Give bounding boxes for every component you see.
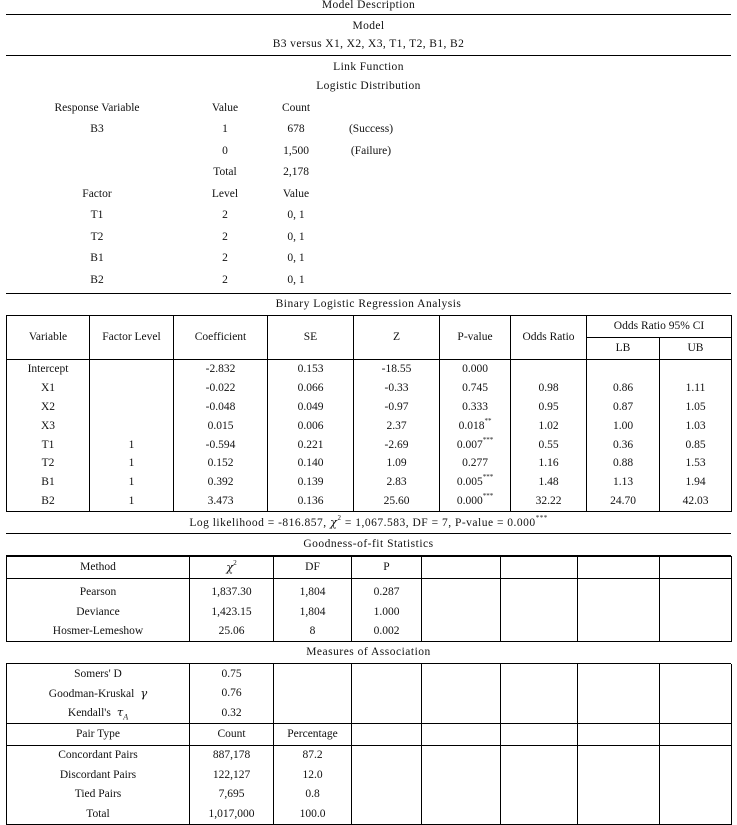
table-row xyxy=(7,602,732,622)
factor-cell: T2 xyxy=(90,230,104,243)
empty-cell xyxy=(501,556,578,578)
pair-cell: 7,695 xyxy=(190,785,274,805)
p-value: 0.005 xyxy=(456,476,483,489)
cell-or: 32.22 xyxy=(511,492,587,511)
factor-row xyxy=(6,226,731,248)
cell-se: 0.221 xyxy=(268,435,354,454)
pair-cell: 887,178 xyxy=(190,745,274,765)
empty-cell xyxy=(422,703,501,723)
table-row xyxy=(7,804,732,824)
cell-p xyxy=(440,378,511,397)
empty-cell xyxy=(578,804,660,824)
cell-se: 0.140 xyxy=(268,454,354,473)
link-function-value: Logistic Distribution xyxy=(316,80,421,92)
cell-var: B2 xyxy=(7,492,90,511)
table-row xyxy=(7,492,732,511)
empty-cell xyxy=(578,622,660,642)
link-function-block xyxy=(6,56,731,294)
cell-var: Intercept xyxy=(7,359,90,378)
measure-label: Somers' D xyxy=(74,667,122,680)
cell-z: -18.55 xyxy=(354,359,440,378)
gof-cell: 1,804 xyxy=(274,578,352,602)
response-row xyxy=(6,119,731,141)
empty-cell xyxy=(501,785,578,805)
measure-value: 0.75 xyxy=(190,664,274,684)
empty-cell xyxy=(422,723,501,745)
cell-lb: 0.87 xyxy=(587,397,660,416)
p-value: 0.007 xyxy=(456,438,483,451)
empty-cell xyxy=(422,804,501,824)
regression-title: Binary Logistic Regression Analysis xyxy=(275,297,462,310)
header-lb: LB xyxy=(587,337,660,359)
chi-symbol: χ xyxy=(330,514,338,529)
model-formula: B3 versus X1, X2, X3, T1, T2, B1, B2 xyxy=(272,38,465,50)
cell-lb: 24.70 xyxy=(587,492,660,511)
goodness-of-fit-title: Goodness-of-fit Statistics xyxy=(6,534,731,556)
empty-cell xyxy=(578,664,660,684)
empty-cell xyxy=(422,664,501,684)
cell-ub xyxy=(660,359,732,378)
cell-lvl: 1 xyxy=(90,492,174,511)
cell-or: 1.16 xyxy=(511,454,587,473)
empty-cell xyxy=(274,664,352,684)
cell-z: 2.83 xyxy=(354,473,440,492)
table-row xyxy=(7,785,732,805)
measure-label: Kendall's xyxy=(67,706,111,719)
loglik-suffix: = 1,067.583, DF = 7, P-value = 0.000 xyxy=(344,516,536,529)
empty-cell xyxy=(501,804,578,824)
gof-cell: Pearson xyxy=(7,578,190,602)
cell-or xyxy=(511,359,587,378)
empty-cell xyxy=(501,578,578,602)
p-value: 0.000 xyxy=(462,362,488,375)
p-value: 0.745 xyxy=(462,381,488,394)
cell-se: 0.139 xyxy=(268,473,354,492)
empty-cell xyxy=(422,602,501,622)
factor-cell: 2 xyxy=(222,273,228,286)
empty-cell xyxy=(422,622,501,642)
cell-coef: -0.594 xyxy=(174,435,268,454)
gof-header-df: DF xyxy=(274,556,352,578)
empty-cell xyxy=(422,556,501,578)
gof-cell: 0.287 xyxy=(352,578,422,602)
header-se: SE xyxy=(268,315,354,359)
gof-cell: 1,423.15 xyxy=(190,602,274,622)
pair-cell: 0.8 xyxy=(274,785,352,805)
empty-cell xyxy=(578,723,660,745)
factor-row xyxy=(6,248,731,270)
table-row xyxy=(7,454,732,473)
cell-se: 0.049 xyxy=(268,397,354,416)
measure-value: 0.76 xyxy=(190,684,274,704)
gof-cell: 0.002 xyxy=(352,622,422,642)
header-ub: UB xyxy=(660,337,732,359)
empty-cell xyxy=(352,785,422,805)
empty-cell xyxy=(578,684,660,704)
table-row xyxy=(7,397,732,416)
header-p-value: P-value xyxy=(440,315,511,359)
significance-stars: ** xyxy=(484,416,492,425)
cell-lb: 1.00 xyxy=(587,416,660,435)
empty-cell xyxy=(660,578,732,602)
cell-coef: 0.392 xyxy=(174,473,268,492)
factor-header-row xyxy=(6,183,731,205)
greek-symbol: τ xyxy=(116,704,124,719)
empty-cell xyxy=(352,703,422,723)
cell-lb: 0.86 xyxy=(587,378,660,397)
cell-var: X3 xyxy=(7,416,90,435)
empty-cell xyxy=(660,602,732,622)
gof-cell: 25.06 xyxy=(190,622,274,642)
cell-or: 0.95 xyxy=(511,397,587,416)
empty-cell xyxy=(352,684,422,704)
pair-header-percentage: Percentage xyxy=(274,723,352,745)
cell-se: 0.066 xyxy=(268,378,354,397)
header-z: Z xyxy=(354,315,440,359)
empty-cell xyxy=(501,684,578,704)
empty-cell xyxy=(352,804,422,824)
cell-lvl xyxy=(90,359,174,378)
cell-coef: 0.152 xyxy=(174,454,268,473)
factor-cell: 0, 1 xyxy=(287,230,305,243)
cell-lvl: 1 xyxy=(90,435,174,454)
response-header-cell: Count xyxy=(281,101,311,114)
gof-cell: 1,837.30 xyxy=(190,578,274,602)
measure-label-cell xyxy=(7,684,190,704)
greek-subscript: A xyxy=(123,712,129,722)
factor-cell: 2 xyxy=(222,209,228,222)
factor-row xyxy=(6,205,731,227)
empty-cell xyxy=(660,664,732,684)
response-header-cell: Value xyxy=(211,101,239,114)
pair-cell: 1,017,000 xyxy=(190,804,274,824)
response-cell: (Failure) xyxy=(350,144,392,157)
empty-cell xyxy=(352,664,422,684)
cell-lb: 1.13 xyxy=(587,473,660,492)
factor-cell: 0, 1 xyxy=(287,273,305,286)
response-variable-grid xyxy=(6,97,731,183)
p-value: 0.277 xyxy=(462,457,488,470)
cell-p xyxy=(440,397,511,416)
cell-var: X1 xyxy=(7,378,90,397)
goodness-of-fit-table xyxy=(6,556,732,643)
cell-ub: 42.03 xyxy=(660,492,732,511)
gof-cell: Hosmer-Lemeshow xyxy=(7,622,190,642)
cell-p xyxy=(440,435,511,454)
table-row xyxy=(7,684,732,704)
cell-p xyxy=(440,359,511,378)
cell-ub: 0.85 xyxy=(660,435,732,454)
response-header-row xyxy=(6,97,731,119)
response-cell: Total xyxy=(213,166,237,179)
header-factor-level: Factor Level xyxy=(90,315,174,359)
cell-lvl xyxy=(90,416,174,435)
empty-cell xyxy=(274,703,352,723)
cell-ub: 1.05 xyxy=(660,397,732,416)
significance-stars: *** xyxy=(482,492,494,501)
statistics-report xyxy=(6,0,731,825)
measure-label: Goodman-Kruskal xyxy=(48,688,135,701)
response-cell: 0 xyxy=(222,144,228,157)
pair-cell: Concordant Pairs xyxy=(7,745,190,765)
table-row xyxy=(7,703,732,723)
cell-or: 1.48 xyxy=(511,473,587,492)
empty-cell xyxy=(660,622,732,642)
chi-power: 2 xyxy=(337,513,342,522)
factor-cell: 0, 1 xyxy=(287,209,305,222)
measure-label-cell xyxy=(7,664,190,684)
empty-cell xyxy=(422,765,501,785)
empty-cell xyxy=(660,703,732,723)
response-row xyxy=(6,162,731,184)
cell-lvl: 1 xyxy=(90,454,174,473)
regression-table xyxy=(6,315,732,512)
model-label: Model xyxy=(352,20,385,32)
cell-or: 0.98 xyxy=(511,378,587,397)
empty-cell xyxy=(501,602,578,622)
p-value: 0.000 xyxy=(456,495,483,508)
cell-coef: 0.015 xyxy=(174,416,268,435)
cell-lvl xyxy=(90,397,174,416)
empty-cell xyxy=(352,745,422,765)
empty-cell xyxy=(578,578,660,602)
response-cell: 678 xyxy=(287,123,305,136)
chi-symbol: χ xyxy=(226,560,234,575)
cell-se: 0.153 xyxy=(268,359,354,378)
empty-cell xyxy=(422,684,501,704)
pairs-body xyxy=(7,745,732,824)
factor-grid xyxy=(6,183,731,293)
table-row xyxy=(7,664,732,684)
factor-header-cell: Factor xyxy=(82,187,112,200)
empty-cell xyxy=(578,602,660,622)
cell-p xyxy=(440,492,511,511)
empty-cell xyxy=(501,745,578,765)
factor-cell: T1 xyxy=(90,209,104,222)
cell-se: 0.136 xyxy=(268,492,354,511)
empty-cell xyxy=(660,745,732,765)
table-row xyxy=(7,473,732,492)
significance-stars: *** xyxy=(482,435,494,444)
response-cell: 1,500 xyxy=(283,144,309,157)
significance-stars: *** xyxy=(482,473,494,482)
response-cell: 2,178 xyxy=(283,166,309,179)
pair-header-type: Pair Type xyxy=(7,723,190,745)
empty-cell xyxy=(352,765,422,785)
cell-z: -2.69 xyxy=(354,435,440,454)
response-cell: B3 xyxy=(90,123,104,136)
model-block xyxy=(6,15,731,56)
response-row xyxy=(6,140,731,162)
table-row xyxy=(7,416,732,435)
cell-lvl: 1 xyxy=(90,473,174,492)
empty-cell xyxy=(578,556,660,578)
gof-cell: 1.000 xyxy=(352,602,422,622)
cell-or: 0.55 xyxy=(511,435,587,454)
cell-ub: 1.53 xyxy=(660,454,732,473)
table-row xyxy=(7,378,732,397)
gof-cell: Deviance xyxy=(7,602,190,622)
cell-coef: -0.048 xyxy=(174,397,268,416)
factor-cell: 2 xyxy=(222,230,228,243)
pair-cell: Tied Pairs xyxy=(7,785,190,805)
association-measures-body xyxy=(7,664,732,723)
cell-z: -0.97 xyxy=(354,397,440,416)
cell-var: T1 xyxy=(7,435,90,454)
cell-lvl xyxy=(90,378,174,397)
empty-cell xyxy=(422,745,501,765)
empty-cell xyxy=(501,765,578,785)
factor-cell: B1 xyxy=(90,252,104,265)
header-odds-ratio: Odds Ratio xyxy=(511,315,587,359)
loglik-significance: *** xyxy=(535,513,548,522)
greek-symbol: γ xyxy=(140,686,148,701)
cell-var: T2 xyxy=(7,454,90,473)
pair-cell: Discordant Pairs xyxy=(7,765,190,785)
measure-value: 0.32 xyxy=(190,703,274,723)
chi-power: 2 xyxy=(233,559,237,568)
header-odds-ratio-ci: Odds Ratio 95% CI xyxy=(587,315,732,337)
cell-p xyxy=(440,454,511,473)
pair-cell: 12.0 xyxy=(274,765,352,785)
pair-cell: Total xyxy=(7,804,190,824)
cell-z: -0.33 xyxy=(354,378,440,397)
empty-cell xyxy=(660,785,732,805)
cell-p xyxy=(440,416,511,435)
association-table xyxy=(6,664,732,825)
cell-lb: 0.88 xyxy=(587,454,660,473)
cell-p xyxy=(440,473,511,492)
empty-cell xyxy=(501,723,578,745)
cell-coef: -2.832 xyxy=(174,359,268,378)
pair-cell: 100.0 xyxy=(274,804,352,824)
regression-body xyxy=(7,359,732,511)
factor-row xyxy=(6,269,731,291)
empty-cell xyxy=(501,703,578,723)
cell-z: 2.37 xyxy=(354,416,440,435)
cell-lb: 0.36 xyxy=(587,435,660,454)
empty-cell xyxy=(578,703,660,723)
loglik-prefix: Log likelihood = -816.857, xyxy=(189,516,327,529)
table-row xyxy=(7,359,732,378)
empty-cell xyxy=(422,785,501,805)
cell-coef: 3.473 xyxy=(174,492,268,511)
cell-ub: 1.03 xyxy=(660,416,732,435)
gof-header-p: P xyxy=(352,556,422,578)
model-description-title: Model Description xyxy=(6,0,731,15)
header-coefficient: Coefficient xyxy=(174,315,268,359)
cell-lb xyxy=(587,359,660,378)
p-value: 0.333 xyxy=(462,400,488,413)
cell-z: 25.60 xyxy=(354,492,440,511)
cell-var: X2 xyxy=(7,397,90,416)
factor-cell: 0, 1 xyxy=(287,252,305,265)
goodness-of-fit-body xyxy=(7,578,732,642)
cell-ub: 1.11 xyxy=(660,378,732,397)
empty-cell xyxy=(660,684,732,704)
factor-cell: B2 xyxy=(90,273,104,286)
link-function-label: Link Function xyxy=(333,61,404,73)
cell-var: B1 xyxy=(7,473,90,492)
factor-header-cell: Value xyxy=(282,187,310,200)
response-cell: (Success) xyxy=(348,123,394,136)
empty-cell xyxy=(660,723,732,745)
empty-cell xyxy=(578,785,660,805)
pair-cell: 122,127 xyxy=(190,765,274,785)
empty-cell xyxy=(422,578,501,602)
empty-cell xyxy=(352,723,422,745)
association-title: Measures of Association xyxy=(6,642,731,664)
gof-cell: 1,804 xyxy=(274,602,352,622)
cell-coef: -0.022 xyxy=(174,378,268,397)
pair-cell: 87.2 xyxy=(274,745,352,765)
response-cell: 1 xyxy=(222,123,228,136)
p-value: 0.018 xyxy=(458,419,485,432)
table-row xyxy=(7,578,732,602)
cell-se: 0.006 xyxy=(268,416,354,435)
response-header-cell: Response Variable xyxy=(54,101,140,114)
cell-ub: 1.94 xyxy=(660,473,732,492)
factor-cell: 2 xyxy=(222,252,228,265)
empty-cell xyxy=(501,664,578,684)
empty-cell xyxy=(501,622,578,642)
empty-cell xyxy=(660,765,732,785)
empty-cell xyxy=(660,556,732,578)
cell-z: 1.09 xyxy=(354,454,440,473)
measure-label-cell xyxy=(7,703,190,723)
factor-header-cell: Level xyxy=(211,187,239,200)
empty-cell xyxy=(274,684,352,704)
cell-or: 1.02 xyxy=(511,416,587,435)
table-row xyxy=(7,745,732,765)
empty-cell xyxy=(578,765,660,785)
gof-header-method: Method xyxy=(7,556,190,578)
table-row xyxy=(7,765,732,785)
pair-header-count: Count xyxy=(190,723,274,745)
empty-cell xyxy=(660,804,732,824)
header-variable: Variable xyxy=(7,315,90,359)
table-row xyxy=(7,622,732,642)
gof-cell: 8 xyxy=(274,622,352,642)
empty-cell xyxy=(578,745,660,765)
gof-header-chi xyxy=(190,556,274,578)
log-likelihood-line xyxy=(6,512,731,534)
table-row xyxy=(7,435,732,454)
